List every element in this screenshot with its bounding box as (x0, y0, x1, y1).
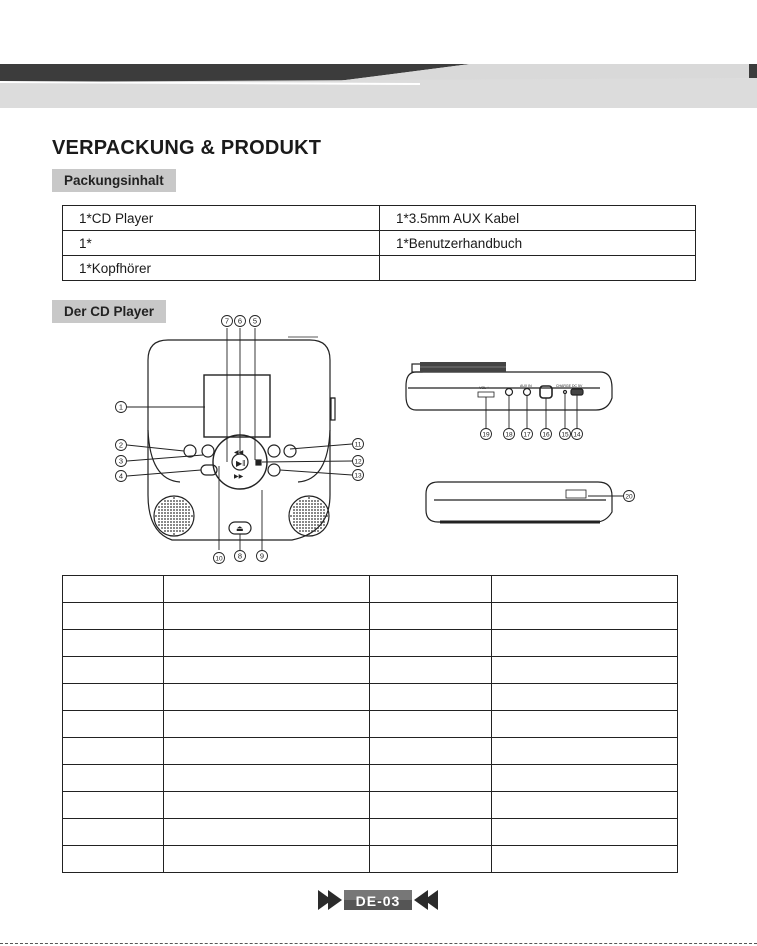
table-row (63, 792, 678, 819)
table-row (63, 603, 678, 630)
callout-number-16: 16 (542, 431, 550, 439)
table-row (63, 576, 678, 603)
callout-number-11: 11 (354, 441, 362, 449)
table-cell (492, 576, 678, 603)
table-cell (63, 684, 164, 711)
table-cell (492, 603, 678, 630)
table-row (63, 630, 678, 657)
table-cell (164, 819, 369, 846)
page-number-badge (316, 886, 440, 914)
svg-text:▶‖: ▶‖ (236, 459, 246, 468)
callout-number-19: 19 (482, 431, 490, 439)
table-cell (63, 576, 164, 603)
callout-number-2: 2 (118, 440, 124, 450)
speaker-grill-left (155, 497, 193, 535)
table-row (63, 684, 678, 711)
table-row (63, 657, 678, 684)
table-cell (63, 738, 164, 765)
table-cell (164, 738, 369, 765)
table-cell (164, 711, 369, 738)
table-cell (492, 684, 678, 711)
svg-text:⏏: ⏏ (236, 524, 244, 533)
table-cell (492, 792, 678, 819)
table-cell (63, 603, 164, 630)
callout-number-9: 9 (259, 551, 265, 561)
table-cell (63, 846, 164, 873)
table-cell (369, 684, 492, 711)
callout-number-6: 6 (237, 316, 243, 326)
table-row (63, 738, 678, 765)
page-number: DE-03 (355, 893, 401, 909)
table-cell (164, 657, 369, 684)
callout-number-15: 15 (561, 431, 569, 439)
label-vol: - VOL + (477, 386, 490, 390)
table-cell (492, 657, 678, 684)
table-cell (369, 657, 492, 684)
table-cell: 1*Kopfhörer (63, 256, 380, 281)
table-cell (492, 765, 678, 792)
table-cell (164, 765, 369, 792)
callout-number-13: 13 (354, 472, 362, 480)
callout-number-17: 17 (523, 431, 531, 439)
callout-number-12: 12 (354, 458, 362, 466)
header-band (0, 58, 757, 113)
bottom-rule (0, 943, 757, 945)
table-cell (369, 630, 492, 657)
table-cell (492, 630, 678, 657)
table-cell (369, 792, 492, 819)
tag-cd-player: Der CD Player (52, 300, 166, 323)
table-cell (369, 846, 492, 873)
callout-number-14: 14 (573, 431, 581, 439)
table-row (63, 711, 678, 738)
callout-number-1: 1 (118, 402, 124, 412)
table-cell (369, 711, 492, 738)
table-row (63, 846, 678, 873)
table-cell: 1*CD Player (63, 206, 380, 231)
table-cell (492, 738, 678, 765)
table-cell (164, 846, 369, 873)
callout-number-8: 8 (237, 551, 243, 561)
table-row (63, 256, 696, 281)
callout-number-4: 4 (118, 471, 124, 481)
callout-number-10: 10 (215, 555, 223, 563)
callout-group (116, 316, 635, 564)
table-cell (369, 765, 492, 792)
contents-table (62, 205, 696, 281)
label-charge: CHARGE (556, 384, 571, 388)
table-cell: 1* (63, 231, 380, 256)
table-cell (164, 630, 369, 657)
table-cell (63, 657, 164, 684)
table-cell: 1*3.5mm AUX Kabel (380, 206, 696, 231)
table-cell (63, 630, 164, 657)
table-cell (369, 738, 492, 765)
table-row (63, 819, 678, 846)
table-row (63, 765, 678, 792)
tag-package-contents: Packungsinhalt (52, 169, 176, 192)
table-cell (369, 603, 492, 630)
parts-table (62, 575, 678, 873)
table-cell (63, 711, 164, 738)
callout-number-18: 18 (505, 431, 513, 439)
table-cell (164, 576, 369, 603)
table-cell (380, 256, 696, 281)
player-top-view (148, 337, 335, 540)
table-cell (63, 765, 164, 792)
table-cell (369, 819, 492, 846)
table-cell (492, 846, 678, 873)
label-dc: DC 5V (572, 384, 583, 388)
table-cell (164, 684, 369, 711)
table-cell (492, 711, 678, 738)
table-cell: 1*Benutzerhandbuch (380, 231, 696, 256)
player-diagram (0, 310, 757, 572)
callout-number-7: 7 (224, 316, 230, 326)
table-cell (164, 792, 369, 819)
label-aux: AUX IN (520, 384, 532, 388)
table-cell (164, 603, 369, 630)
speaker-grill-right (290, 497, 328, 535)
page-title: VERPACKUNG & PRODUKT (52, 137, 322, 159)
callout-number-5: 5 (252, 316, 258, 326)
table-cell (63, 819, 164, 846)
table-cell (492, 819, 678, 846)
table-cell (369, 576, 492, 603)
table-row (63, 206, 696, 231)
table-cell (63, 792, 164, 819)
table-row (63, 231, 696, 256)
callout-number-20: 20 (625, 493, 633, 501)
player-bottom-view (426, 482, 612, 522)
callout-number-3: 3 (118, 456, 124, 466)
svg-text:◀◀: ◀◀ (234, 450, 244, 456)
svg-text:▶▶: ▶▶ (234, 474, 244, 480)
